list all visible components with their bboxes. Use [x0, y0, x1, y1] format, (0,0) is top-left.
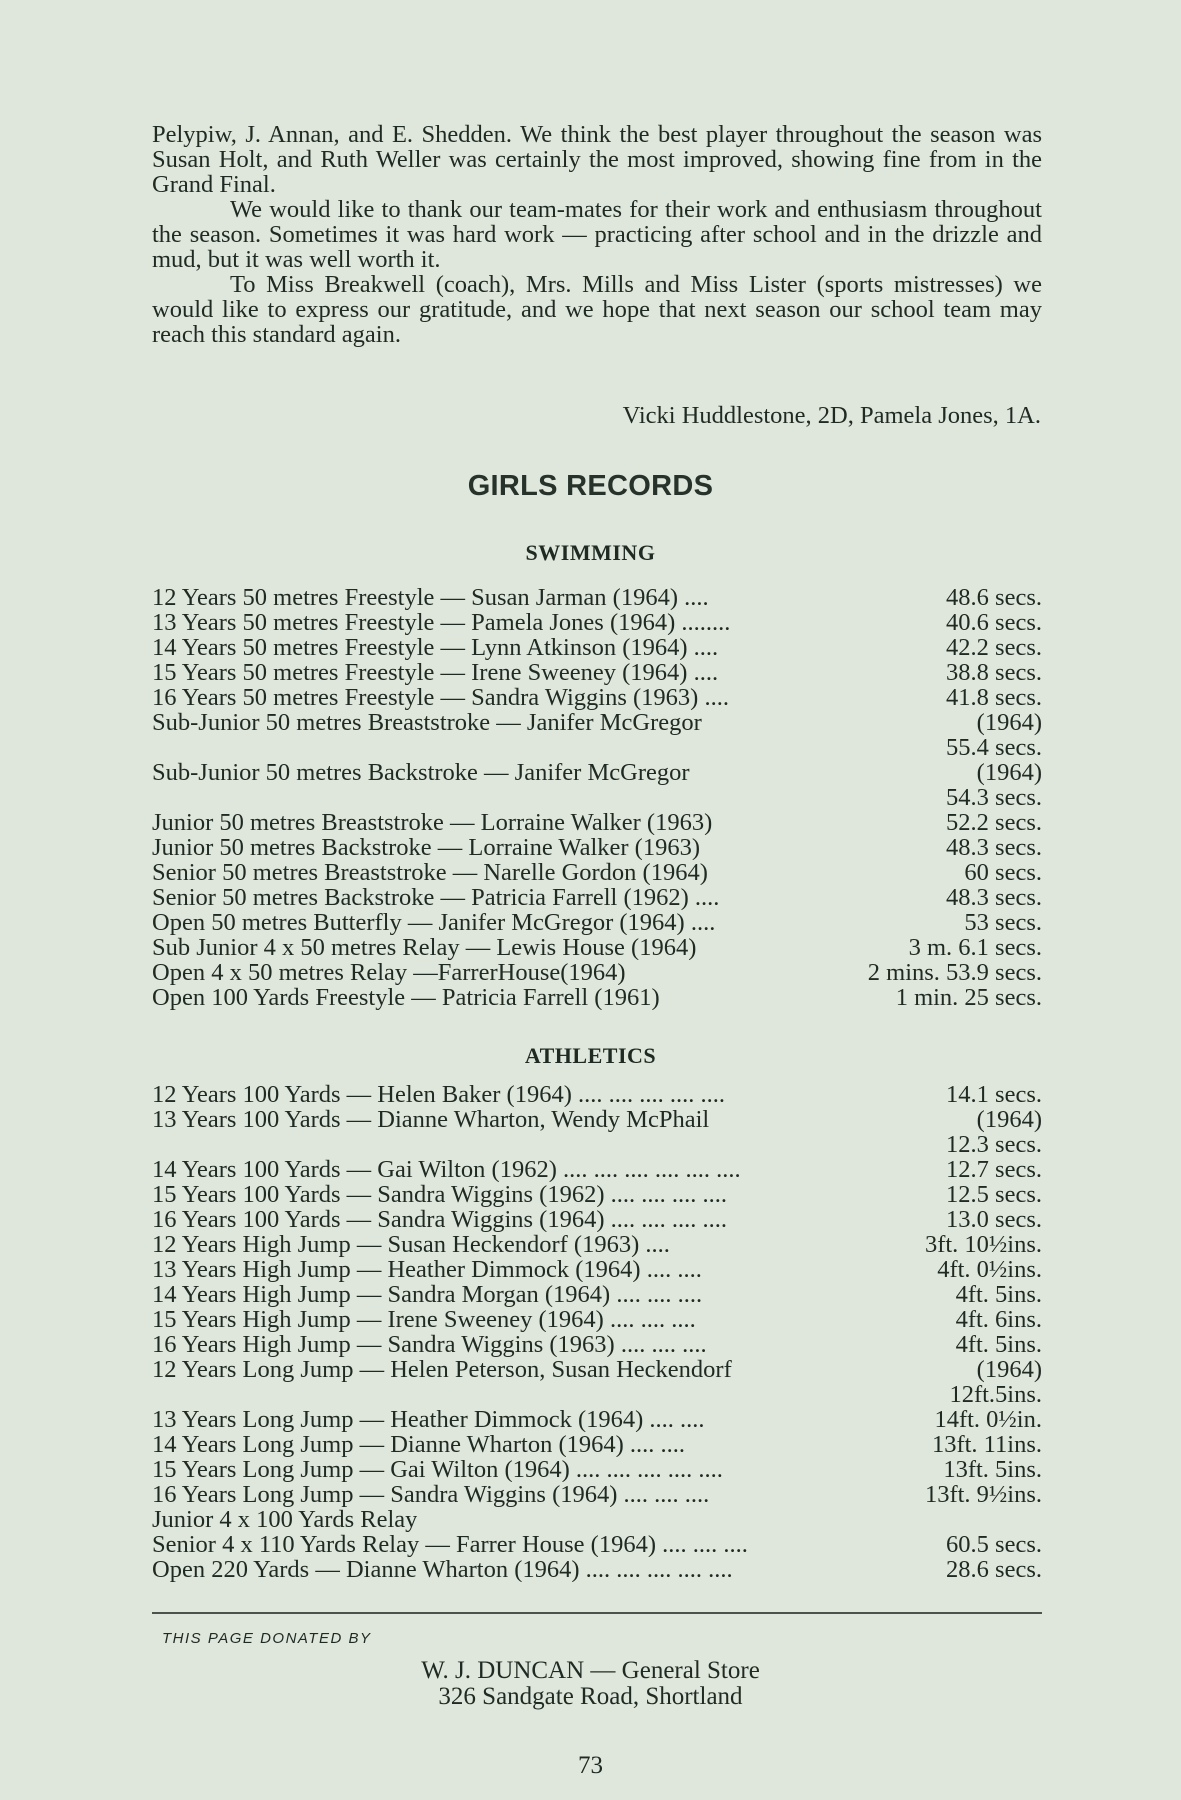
- record-text: 13 Years High Jump — Heather Dimmock (1964) .... ....: [152, 1257, 702, 1282]
- record-text: 13 Years Long Jump — Heather Dimmock (1964) .... ....: [152, 1407, 705, 1432]
- record-text: Open 50 metres Butterfly — Janifer McGregor (1964) ....: [152, 910, 716, 935]
- record-item: [152, 1557, 1042, 1582]
- record-item: [152, 760, 1042, 810]
- record-text: 13 Years 50 metres Freestyle — Pamela Jones (1964) ........: [152, 610, 731, 635]
- record-item: [152, 960, 1042, 985]
- record-item: [152, 1107, 1042, 1157]
- record-value: 53 secs.: [964, 909, 1042, 936]
- record-value: 14.1 secs.: [946, 1081, 1042, 1108]
- record-text: 15 Years High Jump — Irene Sweeney (1964) .... .... ....: [152, 1307, 696, 1332]
- signature: Vicki Huddlestone, 2D, Pamela Jones, 1A.: [622, 402, 1041, 429]
- record-value: 40.6 secs.: [946, 609, 1042, 636]
- record-value: 13ft. 9½ins.: [924, 1481, 1042, 1508]
- sponsor-address: 326 Sandgate Road, Shortland: [438, 1683, 743, 1710]
- record-value: 60.5 secs.: [946, 1531, 1042, 1558]
- page-number: 73: [578, 1752, 603, 1779]
- record-item: [152, 1407, 1042, 1432]
- record-value: 48.3 secs.: [946, 884, 1042, 911]
- record-text: 14 Years 100 Yards — Gai Wilton (1962) .... .... .... .... .... ....: [152, 1157, 741, 1182]
- record-item: [152, 860, 1042, 885]
- record-year: (1964): [976, 1356, 1042, 1383]
- record-value: 12.7 secs.: [946, 1156, 1042, 1183]
- record-text: 12 Years 50 metres Freestyle — Susan Jarman (1964) ....: [152, 585, 709, 610]
- intro-paragraph-3: To Miss Breakwell (coach), Mrs. Mills and Miss Lister (sports mistresses) we would like to express our gratitude, and we hope that next season our school team may reach this standard again.: [152, 271, 1042, 348]
- record-text: 16 Years 100 Yards — Sandra Wiggins (1964) .... .... .... ....: [152, 1207, 727, 1232]
- record-value: 4ft. 6ins.: [955, 1306, 1042, 1333]
- record-item: [152, 1307, 1042, 1332]
- record-value: 14ft. 0½in.: [934, 1406, 1042, 1433]
- record-item: [152, 835, 1042, 860]
- sponsor-name: W. J. DUNCAN — General Store: [421, 1657, 760, 1684]
- record-value: 13ft. 11ins.: [931, 1431, 1042, 1458]
- record-value: [1036, 1507, 1042, 1532]
- record-item: [152, 985, 1042, 1010]
- intro-paragraph-2: We would like to thank our team-mates for their work and enthusiasm throughout the season. Sometimes it was hard work — practicing after school and in the drizzle and mud, but it was well worth it.: [152, 196, 1042, 273]
- record-value: 13ft. 5ins.: [943, 1456, 1042, 1483]
- record-value: 1 min. 25 secs.: [895, 984, 1042, 1011]
- record-value: 3 m. 6.1 secs.: [908, 934, 1042, 961]
- record-item: [152, 710, 1042, 760]
- record-text: Open 220 Yards — Dianne Wharton (1964) .... .... .... .... ....: [152, 1557, 733, 1582]
- record-text: Junior 50 metres Breaststroke — Lorraine Walker (1963): [152, 810, 713, 835]
- record-text: 12 Years High Jump — Susan Heckendorf (1963) ....: [152, 1232, 670, 1257]
- record-value: 28.6 secs.: [946, 1556, 1042, 1583]
- record-value: 41.8 secs.: [946, 684, 1042, 711]
- record-item: [152, 1457, 1042, 1482]
- record-value: 4ft. 0½ins.: [937, 1256, 1042, 1283]
- swimming-records-list: [152, 585, 1042, 1010]
- record-text: 14 Years Long Jump — Dianne Wharton (1964) .... ....: [152, 1432, 686, 1457]
- record-item: [152, 1332, 1042, 1357]
- record-item: [152, 885, 1042, 910]
- record-text: 15 Years 100 Yards — Sandra Wiggins (1962) .... .... .... ....: [152, 1182, 727, 1207]
- record-text: 12 Years 100 Yards — Helen Baker (1964) .... .... .... .... ....: [152, 1082, 725, 1107]
- divider: [152, 1612, 1042, 1614]
- swimming-heading: SWIMMING: [525, 540, 656, 565]
- record-item: [152, 1257, 1042, 1282]
- record-item: [152, 1532, 1042, 1557]
- record-item: [152, 1357, 1042, 1407]
- intro-text: [152, 122, 1042, 347]
- record-text: Junior 4 x 100 Yards Relay: [152, 1507, 418, 1532]
- record-item: [152, 1182, 1042, 1207]
- record-item: [152, 1282, 1042, 1307]
- record-value: 60 secs.: [964, 859, 1042, 886]
- record-item: [152, 1207, 1042, 1232]
- athletics-heading: ATHLETICS: [524, 1043, 657, 1068]
- record-value: 38.8 secs.: [946, 659, 1042, 686]
- record-text: 14 Years 50 metres Freestyle — Lynn Atkinson (1964) ....: [152, 635, 719, 660]
- record-text: 13 Years 100 Yards — Dianne Wharton, Wendy McPhail: [152, 1106, 710, 1133]
- sponsor-block: [0, 1658, 1181, 1710]
- record-text: 16 Years Long Jump — Sandra Wiggins (1964) .... .... ....: [152, 1482, 710, 1507]
- record-value: 3ft. 10½ins.: [924, 1231, 1042, 1258]
- record-value: 12ft.5ins.: [949, 1381, 1042, 1408]
- record-item: [152, 810, 1042, 835]
- record-item: [152, 660, 1042, 685]
- record-text: 16 Years High Jump — Sandra Wiggins (1963) .... .... ....: [152, 1332, 707, 1357]
- record-item: [152, 1482, 1042, 1507]
- record-text: 15 Years 50 metres Freestyle — Irene Sweeney (1964) ....: [152, 660, 719, 685]
- record-item: [152, 1082, 1042, 1107]
- donated-label: THIS PAGE DONATED BY: [162, 1630, 372, 1647]
- intro-paragraph-1: Pelypiw, J. Annan, and E. Shedden. We think the best player throughout the season was Susan Holt, and Ruth Weller was certainly the most improved, showing fine from in the Grand Final.: [152, 121, 1042, 198]
- record-value: 13.0 secs.: [946, 1206, 1042, 1233]
- record-text: 16 Years 50 metres Freestyle — Sandra Wiggins (1963) ....: [152, 685, 729, 710]
- record-value: 2 mins. 53.9 secs.: [867, 959, 1042, 986]
- record-year: (1964): [976, 759, 1042, 786]
- record-item: [152, 635, 1042, 660]
- record-value: 54.3 secs.: [946, 784, 1042, 811]
- record-value: 48.3 secs.: [946, 834, 1042, 861]
- record-text: Junior 50 metres Backstroke — Lorraine Walker (1963): [152, 835, 700, 860]
- record-item: [152, 1157, 1042, 1182]
- record-value: 52.2 secs.: [946, 809, 1042, 836]
- athletics-records-list: [152, 1082, 1042, 1582]
- record-value: 12.3 secs.: [946, 1131, 1042, 1158]
- record-text: Open 4 x 50 metres Relay —FarrerHouse(1964): [152, 960, 626, 985]
- record-value: 4ft. 5ins.: [955, 1281, 1042, 1308]
- record-text: Sub-Junior 50 metres Breaststroke — Janifer McGregor: [152, 709, 702, 736]
- record-text: Senior 50 metres Backstroke — Patricia Farrell (1962) ....: [152, 885, 720, 910]
- record-text: 12 Years Long Jump — Helen Peterson, Susan Heckendorf: [152, 1356, 732, 1383]
- record-text: 15 Years Long Jump — Gai Wilton (1964) .... .... .... .... ....: [152, 1457, 723, 1482]
- record-text: Senior 50 metres Breaststroke — Narelle Gordon (1964): [152, 860, 708, 885]
- record-year: (1964): [976, 709, 1042, 736]
- record-value: 12.5 secs.: [946, 1181, 1042, 1208]
- record-text: Sub-Junior 50 metres Backstroke — Janifer McGregor: [152, 759, 690, 786]
- record-text: Sub Junior 4 x 50 metres Relay — Lewis House (1964): [152, 935, 697, 960]
- page-title: GIRLS RECORDS: [467, 470, 714, 502]
- record-value: 48.6 secs.: [946, 584, 1042, 611]
- record-item: [152, 610, 1042, 635]
- record-value: 42.2 secs.: [946, 634, 1042, 661]
- record-item: [152, 585, 1042, 610]
- record-value: 4ft. 5ins.: [955, 1331, 1042, 1358]
- record-text: Open 100 Yards Freestyle — Patricia Farrell (1961): [152, 985, 660, 1010]
- record-value: 55.4 secs.: [946, 734, 1042, 761]
- record-item: [152, 910, 1042, 935]
- record-item: [152, 1432, 1042, 1457]
- record-year: (1964): [976, 1106, 1042, 1133]
- record-text: Senior 4 x 110 Yards Relay — Farrer House (1964) .... .... ....: [152, 1532, 748, 1557]
- record-item: [152, 1232, 1042, 1257]
- record-text: 14 Years High Jump — Sandra Morgan (1964) .... .... ....: [152, 1282, 703, 1307]
- record-item: [152, 935, 1042, 960]
- record-item: [152, 1507, 1042, 1532]
- record-item: [152, 685, 1042, 710]
